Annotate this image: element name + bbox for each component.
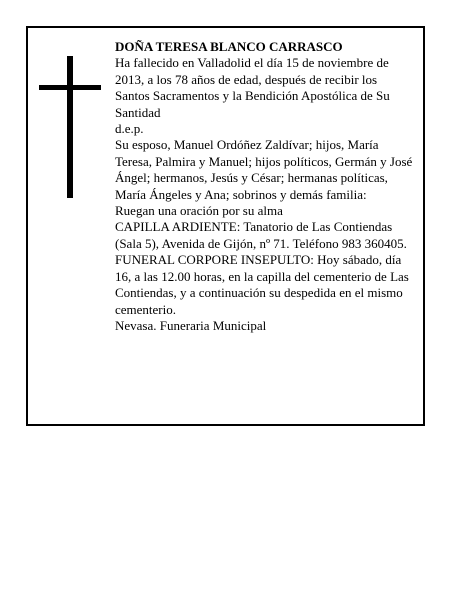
chapel-info: CAPILLA ARDIENTE: Tanatorio de Las Contiendas (Sala 5), Avenida de Gijón, nº 71. Teléfono 983 360405. [115,219,407,251]
obituary-notice [26,26,425,426]
prayer-request: Ruegan una oración por su alma [115,203,283,219]
notice-text [115,39,415,334]
funeral-info: FUNERAL CORPORE INSEPULTO: Hoy sábado, día 16, a las 12.00 horas, en la capilla del cementerio de Las Contiendas, y a continuación su despedida en el mismo cementerio. [115,252,409,317]
cross-vertical-bar [67,56,73,198]
death-announcement: Ha fallecido en Valladolid el día 15 de noviembre de 2013, a los 78 años de edad, después de recibir los Santos Sacramentos y la Bendición Apostólica de Su Santidad [115,55,390,120]
funeral-home: Nevasa. Funeraria Municipal [115,317,267,333]
rest-in-peace: d.e.p. [115,121,144,137]
family-list: Su esposo, Manuel Ordóñez Zaldívar; hijos, María Teresa, Palmira y Manuel; hijos políticos, Germán y José Ángel; hermanos, Jesús y César; hermanas políticas, María Ángeles y Ana; sobrinos y demás familia: [115,137,413,202]
cross-horizontal-bar [39,85,101,90]
deceased-name: DOÑA TERESA BLANCO CARRASCO [115,39,343,54]
